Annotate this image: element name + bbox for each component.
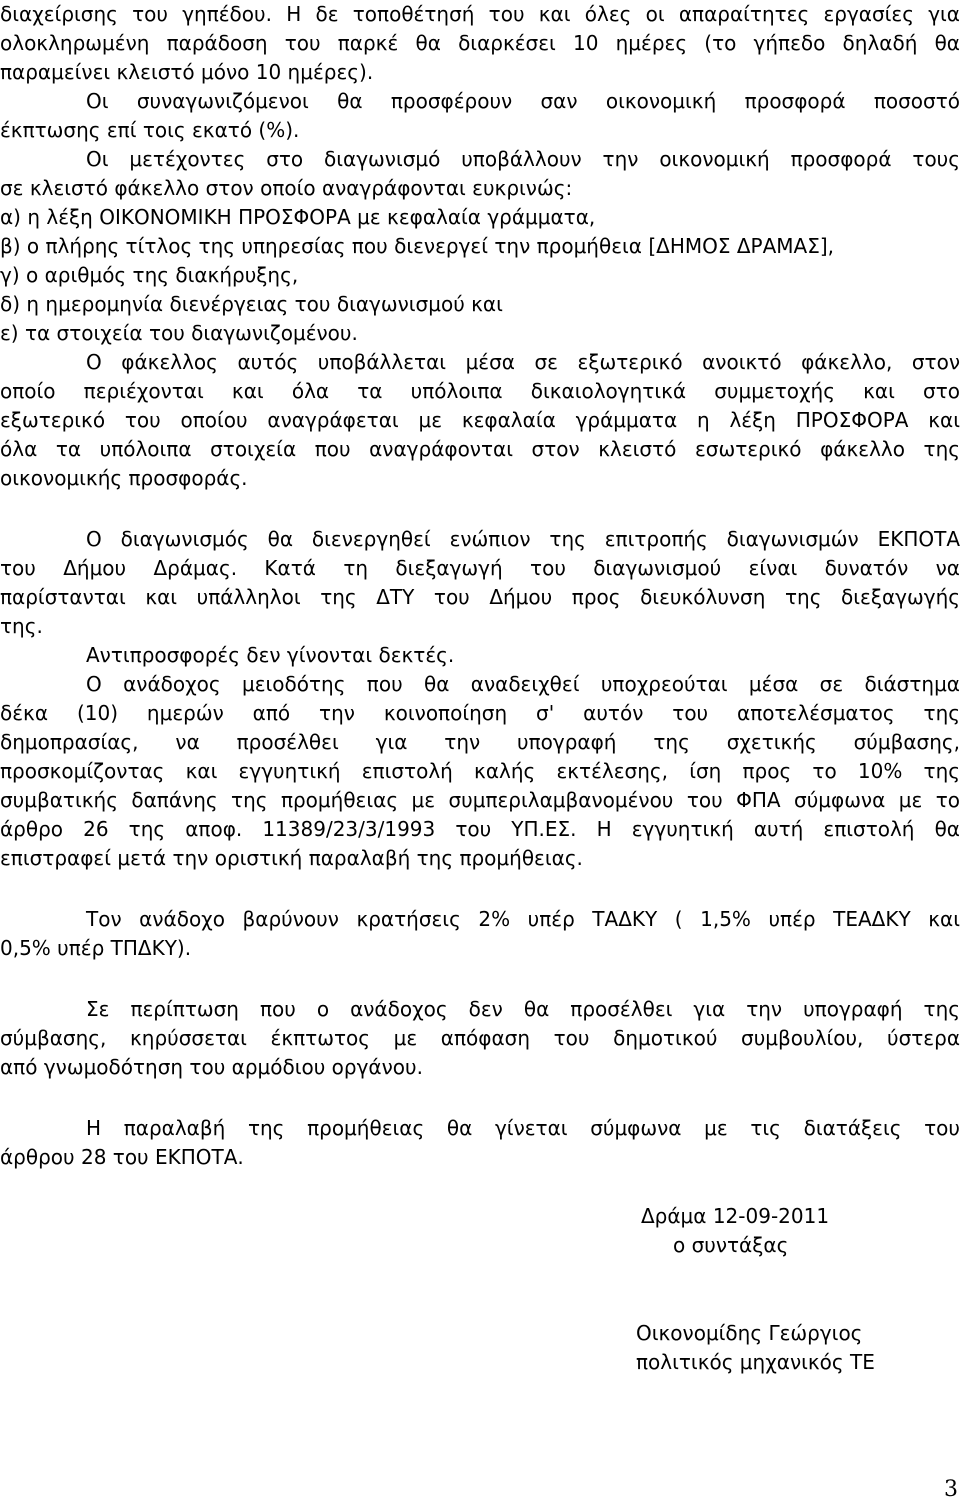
body-line: διαχείρισης του γηπέδου. Η δε τοποθέτησή του και όλες οι απαραίτητες εργασίες για	[0, 2, 960, 26]
body-line: Η παραλαβή της προμήθειας θα γίνεται σύμφωνα με τις διατάξεις του	[86, 1116, 960, 1140]
body-line: 0,5% υπέρ ΤΠΔΚΥ).	[0, 936, 192, 960]
body-line: Οι συναγωνιζόμενοι θα προσφέρουν σαν οικονομική προσφορά ποσοστό	[86, 89, 960, 113]
body-line: οικονομικής προσφοράς.	[0, 466, 248, 490]
page-number: 3	[944, 1477, 958, 1502]
body-line: από γνωμοδότηση του αρμόδιου οργάνου.	[0, 1055, 423, 1079]
body-line: εξωτερικό του οποίου αναγράφεται με κεφαλαία γράμματα η λέξη ΠΡΟΣΦΟΡΑ και	[0, 408, 960, 432]
body-line: άρθρου 28 του ΕΚΠΟΤΑ.	[0, 1145, 244, 1169]
body-line: της.	[0, 614, 43, 638]
body-line: παρίστανται και υπάλληλοι της ΔΤΥ του Δήμου προς διευκόλυνση της διεξαγωγής	[0, 585, 960, 609]
body-line: ολοκληρωμένη παράδοση του παρκέ θα διαρκέσει 10 ημέρες (το γήπεδο δηλαδή θα	[0, 31, 960, 55]
body-line: Ο ανάδοχος μειοδότης που θα αναδειχθεί υποχρεούται μέσα σε διάστημα	[86, 672, 960, 696]
body-line: σε κλειστό φάκελλο στον οποίο αναγράφονται ευκρινώς:	[0, 176, 573, 200]
list-item: β) ο πλήρης τίτλος της υπηρεσίας που διενεργεί την προμήθεια [ΔΗΜΟΣ ΔΡΑΜΑΣ],	[0, 234, 835, 258]
signature-place-date: Δράμα 12-09-2011	[641, 1204, 830, 1228]
body-line: Αντιπροσφορές δεν γίνονται δεκτές.	[86, 643, 455, 667]
signature-name: Οικονομίδης Γεώργιος	[636, 1321, 863, 1345]
body-line: δέκα (10) ημερών από την κοινοποίηση σ' αυτόν του αποτελέσματος της	[0, 701, 960, 725]
body-line: Τον ανάδοχο βαρύνουν κρατήσεις 2% υπέρ ΤΑΔΚΥ ( 1,5% υπέρ ΤΕΑΔΚΥ και	[86, 907, 960, 931]
body-line: έκπτωσης επί τοις εκατό (%).	[0, 118, 300, 142]
body-line: Οι μετέχοντες στο διαγωνισμό υποβάλλουν την οικονομική προσφορά τους	[86, 147, 960, 171]
body-line: άρθρο 26 της αποφ. 11389/23/3/1993 του ΥΠ.ΕΣ. Η εγγυητική αυτή επιστολή θα	[0, 817, 960, 841]
body-line: δημοπρασίας, να προσέλθει για την υπογραφή της σχετικής σύμβασης,	[0, 730, 960, 754]
list-item: α) η λέξη ΟΙΚΟΝΟΜΙΚΗ ΠΡΟΣΦΟΡΑ με κεφαλαία γράμματα,	[0, 205, 596, 229]
body-line: όλα τα υπόλοιπα στοιχεία που αναγράφονται στον κλειστό εσωτερικό φάκελλο της	[0, 437, 960, 461]
list-item: γ) ο αριθμός της διακήρυξης,	[0, 263, 299, 287]
list-item: δ) η ημερομηνία διενέργειας του διαγωνισμού και	[0, 292, 503, 316]
body-line: του Δήμου Δράμας. Κατά τη διεξαγωγή του διαγωνισμού είναι δυνατόν να	[0, 556, 960, 580]
list-item: ε) τα στοιχεία του διαγωνιζομένου.	[0, 321, 358, 345]
body-line: προσκομίζοντας και εγγυητική επιστολή καλής εκτέλεσης, ίση προς το 10% της	[0, 759, 960, 783]
body-line: παραμείνει κλειστό μόνο 10 ημέρες).	[0, 60, 374, 84]
body-line: Σε περίπτωση που ο ανάδοχος δεν θα προσέλθει για την υπογραφή της	[86, 997, 960, 1021]
body-line: οποίο περιέχονται και όλα τα υπόλοιπα δικαιολογητικά συμμετοχής και στο	[0, 379, 960, 403]
body-line: σύμβασης, κηρύσσεται έκπτωτος με απόφαση του δημοτικού συμβουλίου, ύστερα	[0, 1026, 960, 1050]
body-line: επιστραφεί μετά την οριστική παραλαβή της προμήθειας.	[0, 846, 583, 870]
body-line: Ο διαγωνισμός θα διενεργηθεί ενώπιον της επιτροπής διαγωνισμών ΕΚΠΟΤΑ	[86, 527, 960, 551]
signature-title: πολιτικός μηχανικός ΤΕ	[636, 1350, 875, 1374]
body-line: Ο φάκελλος αυτός υποβάλλεται μέσα σε εξωτερικό ανοικτό φάκελλο, στον	[86, 350, 960, 374]
signature-role: ο συντάξας	[673, 1233, 789, 1257]
body-line: συμβατικής δαπάνης της προμήθειας με συμπεριλαμβανομένου του ΦΠΑ σύμφωνα με το	[0, 788, 960, 812]
